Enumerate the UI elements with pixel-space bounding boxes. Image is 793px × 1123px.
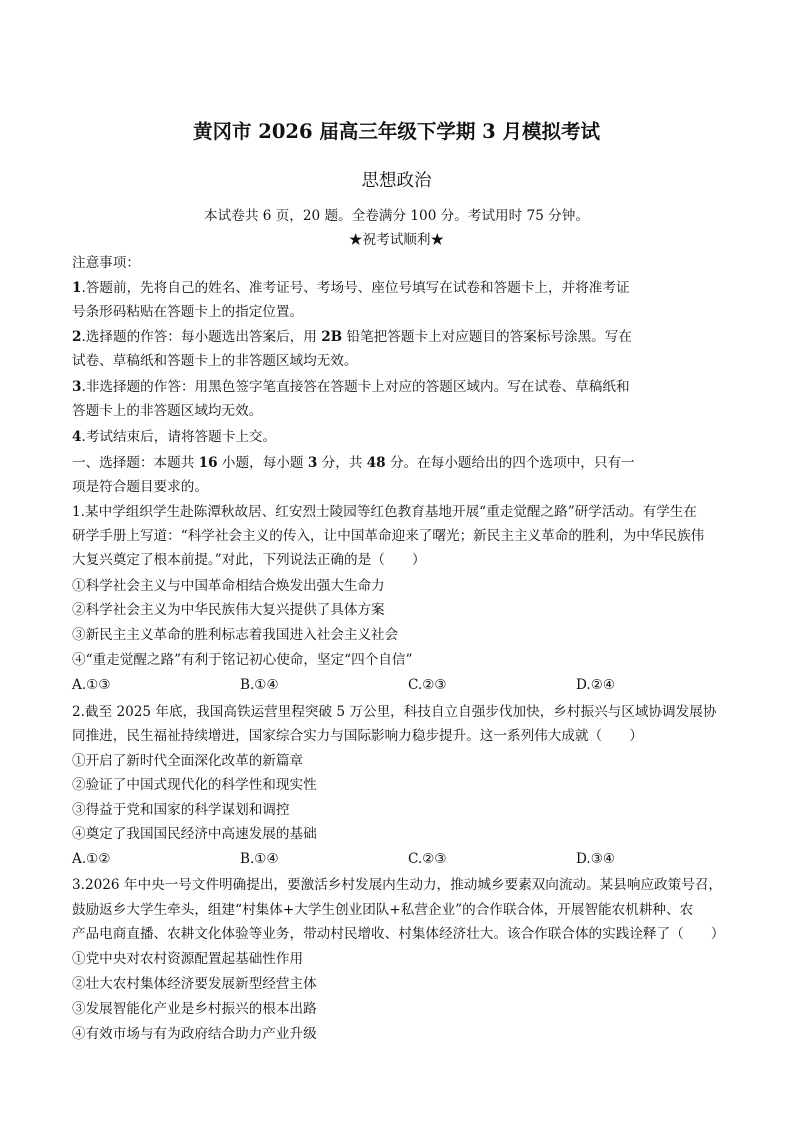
notice-item-1-line-1: 1.答题前，先将自己的姓名、准考证号、考场号、座位号填写在试卷和答题卡上，并将准考证 xyxy=(72,280,630,296)
q1-statement-1: ①科学社会主义与中国革命相结合焕发出强大生命力 xyxy=(72,578,385,594)
subject-title: 思想政治 xyxy=(361,171,432,191)
good-luck-line: ★祝考试顺利★ xyxy=(348,232,445,248)
q3-stem-line-3: 产品电商直播、农耕文化体验等业务，带动村民增收、村集体经济壮大。该合作联合体的实践诠释了（ ） xyxy=(72,926,725,942)
q3-statement-3: ③发展智能化产业是乡村振兴的根本出路 xyxy=(72,1001,317,1017)
notice-item-3-line-2: 答题卡上的非答题区域均无效。 xyxy=(72,403,263,419)
q2-option-a: A.①② xyxy=(72,851,111,867)
q1-stem-line-3: 大复兴奠定了根本前提。”对此，下列说法正确的是（ ） xyxy=(72,552,426,568)
q3-statement-4: ④有效市场与有为政府结合助力产业升级 xyxy=(72,1026,317,1042)
q2-statement-1: ①开启了新时代全面深化改革的新篇章 xyxy=(72,753,304,769)
notice-item-2-line-1: 2.选择题的作答：每小题选出答案后，用 2B 铅笔把答题卡上对应题目的答案标号涂黑。写在 xyxy=(72,329,632,345)
q1-statement-2: ②科学社会主义为中华民族伟大复兴提供了具体方案 xyxy=(72,602,385,618)
q1-statement-4: ④“重走觉醒之路”有利于铭记初心使命，坚定“四个自信” xyxy=(72,652,413,668)
q1-stem-line-1: 1.某中学组织学生赴陈潭秋故居、红安烈士陵园等红色教育基地开展“重走觉醒之路”研学活动。有学生在 xyxy=(72,504,697,520)
section-1-line-2: 项是符合题目要求的。 xyxy=(72,479,208,495)
q2-option-c: C.②③ xyxy=(408,851,447,867)
q1-option-c: C.②③ xyxy=(408,677,447,693)
q3-stem-line-2: 鼓励返乡大学生牵头，组建“村集体+大学生创业团队+私营企业”的合作联合体，开展智能农机耕种、农 xyxy=(72,902,694,918)
q1-statement-3: ③新民主主义革命的胜利标志着我国进入社会主义社会 xyxy=(72,627,399,643)
notice-item-4: 4.考试结束后，请将答题卡上交。 xyxy=(72,429,277,445)
exam-title: 黄冈市 2026 届高三年级下学期 3 月模拟考试 xyxy=(193,120,600,143)
section-1-line-1: 一、选择题：本题共 16 小题，每小题 3 分，共 48 分。在每小题给出的四个选项中，只有一 xyxy=(72,455,635,471)
q3-statement-2: ②壮大农村集体经济要发展新型经营主体 xyxy=(72,976,317,992)
q2-statement-3: ③得益于党和国家的科学谋划和调控 xyxy=(72,802,290,818)
q2-stem-line-1: 2.截至 2025 年底，我国高铁运营里程突破 5 万公里，科技自立自强步伐加快，乡村振兴与区域协调发展协 xyxy=(72,704,717,720)
q2-statement-2: ②验证了中国式现代化的科学性和现实性 xyxy=(72,777,317,793)
exam-info: 本试卷共 6 页，20 题。全卷满分 100 分。考试用时 75 分钟。 xyxy=(204,208,589,224)
q2-stem-line-2: 同推进，民生福祉持续增进，国家综合实力与国际影响力稳步提升。这一系列伟大成就（ ） xyxy=(72,728,643,744)
notice-heading: 注意事项： xyxy=(72,255,140,271)
q2-option-b: B.①④ xyxy=(240,851,279,867)
q3-statement-1: ①党中央对农村资源配置起基础性作用 xyxy=(72,951,304,967)
q1-stem-line-2: 研学手册上写道：“科学社会主义的传入，让中国革命迎来了曙光；新民主主义革命的胜利，为中华民族伟 xyxy=(72,528,705,544)
q1-option-b: B.①④ xyxy=(240,677,279,693)
q2-option-d: D.③④ xyxy=(576,851,616,867)
q3-stem-line-1: 3.2026 年中央一号文件明确提出，要激活乡村发展内生动力，推动城乡要素双向流动。某县响应政策号召， xyxy=(72,877,723,893)
q2-statement-4: ④奠定了我国国民经济中高速发展的基础 xyxy=(72,826,317,842)
notice-item-1-line-2: 号条形码粘贴在答题卡上的指定位置。 xyxy=(72,304,304,320)
notice-item-3-line-1: 3.非选择题的作答：用黑色签字笔直接答在答题卡上对应的答题区域内。写在试卷、草稿纸和 xyxy=(72,379,630,395)
q1-option-a: A.①③ xyxy=(72,677,111,693)
q1-option-d: D.②④ xyxy=(576,677,616,693)
notice-item-2-line-2: 试卷、草稿纸和答题卡上的非答题区域均无效。 xyxy=(72,353,358,369)
